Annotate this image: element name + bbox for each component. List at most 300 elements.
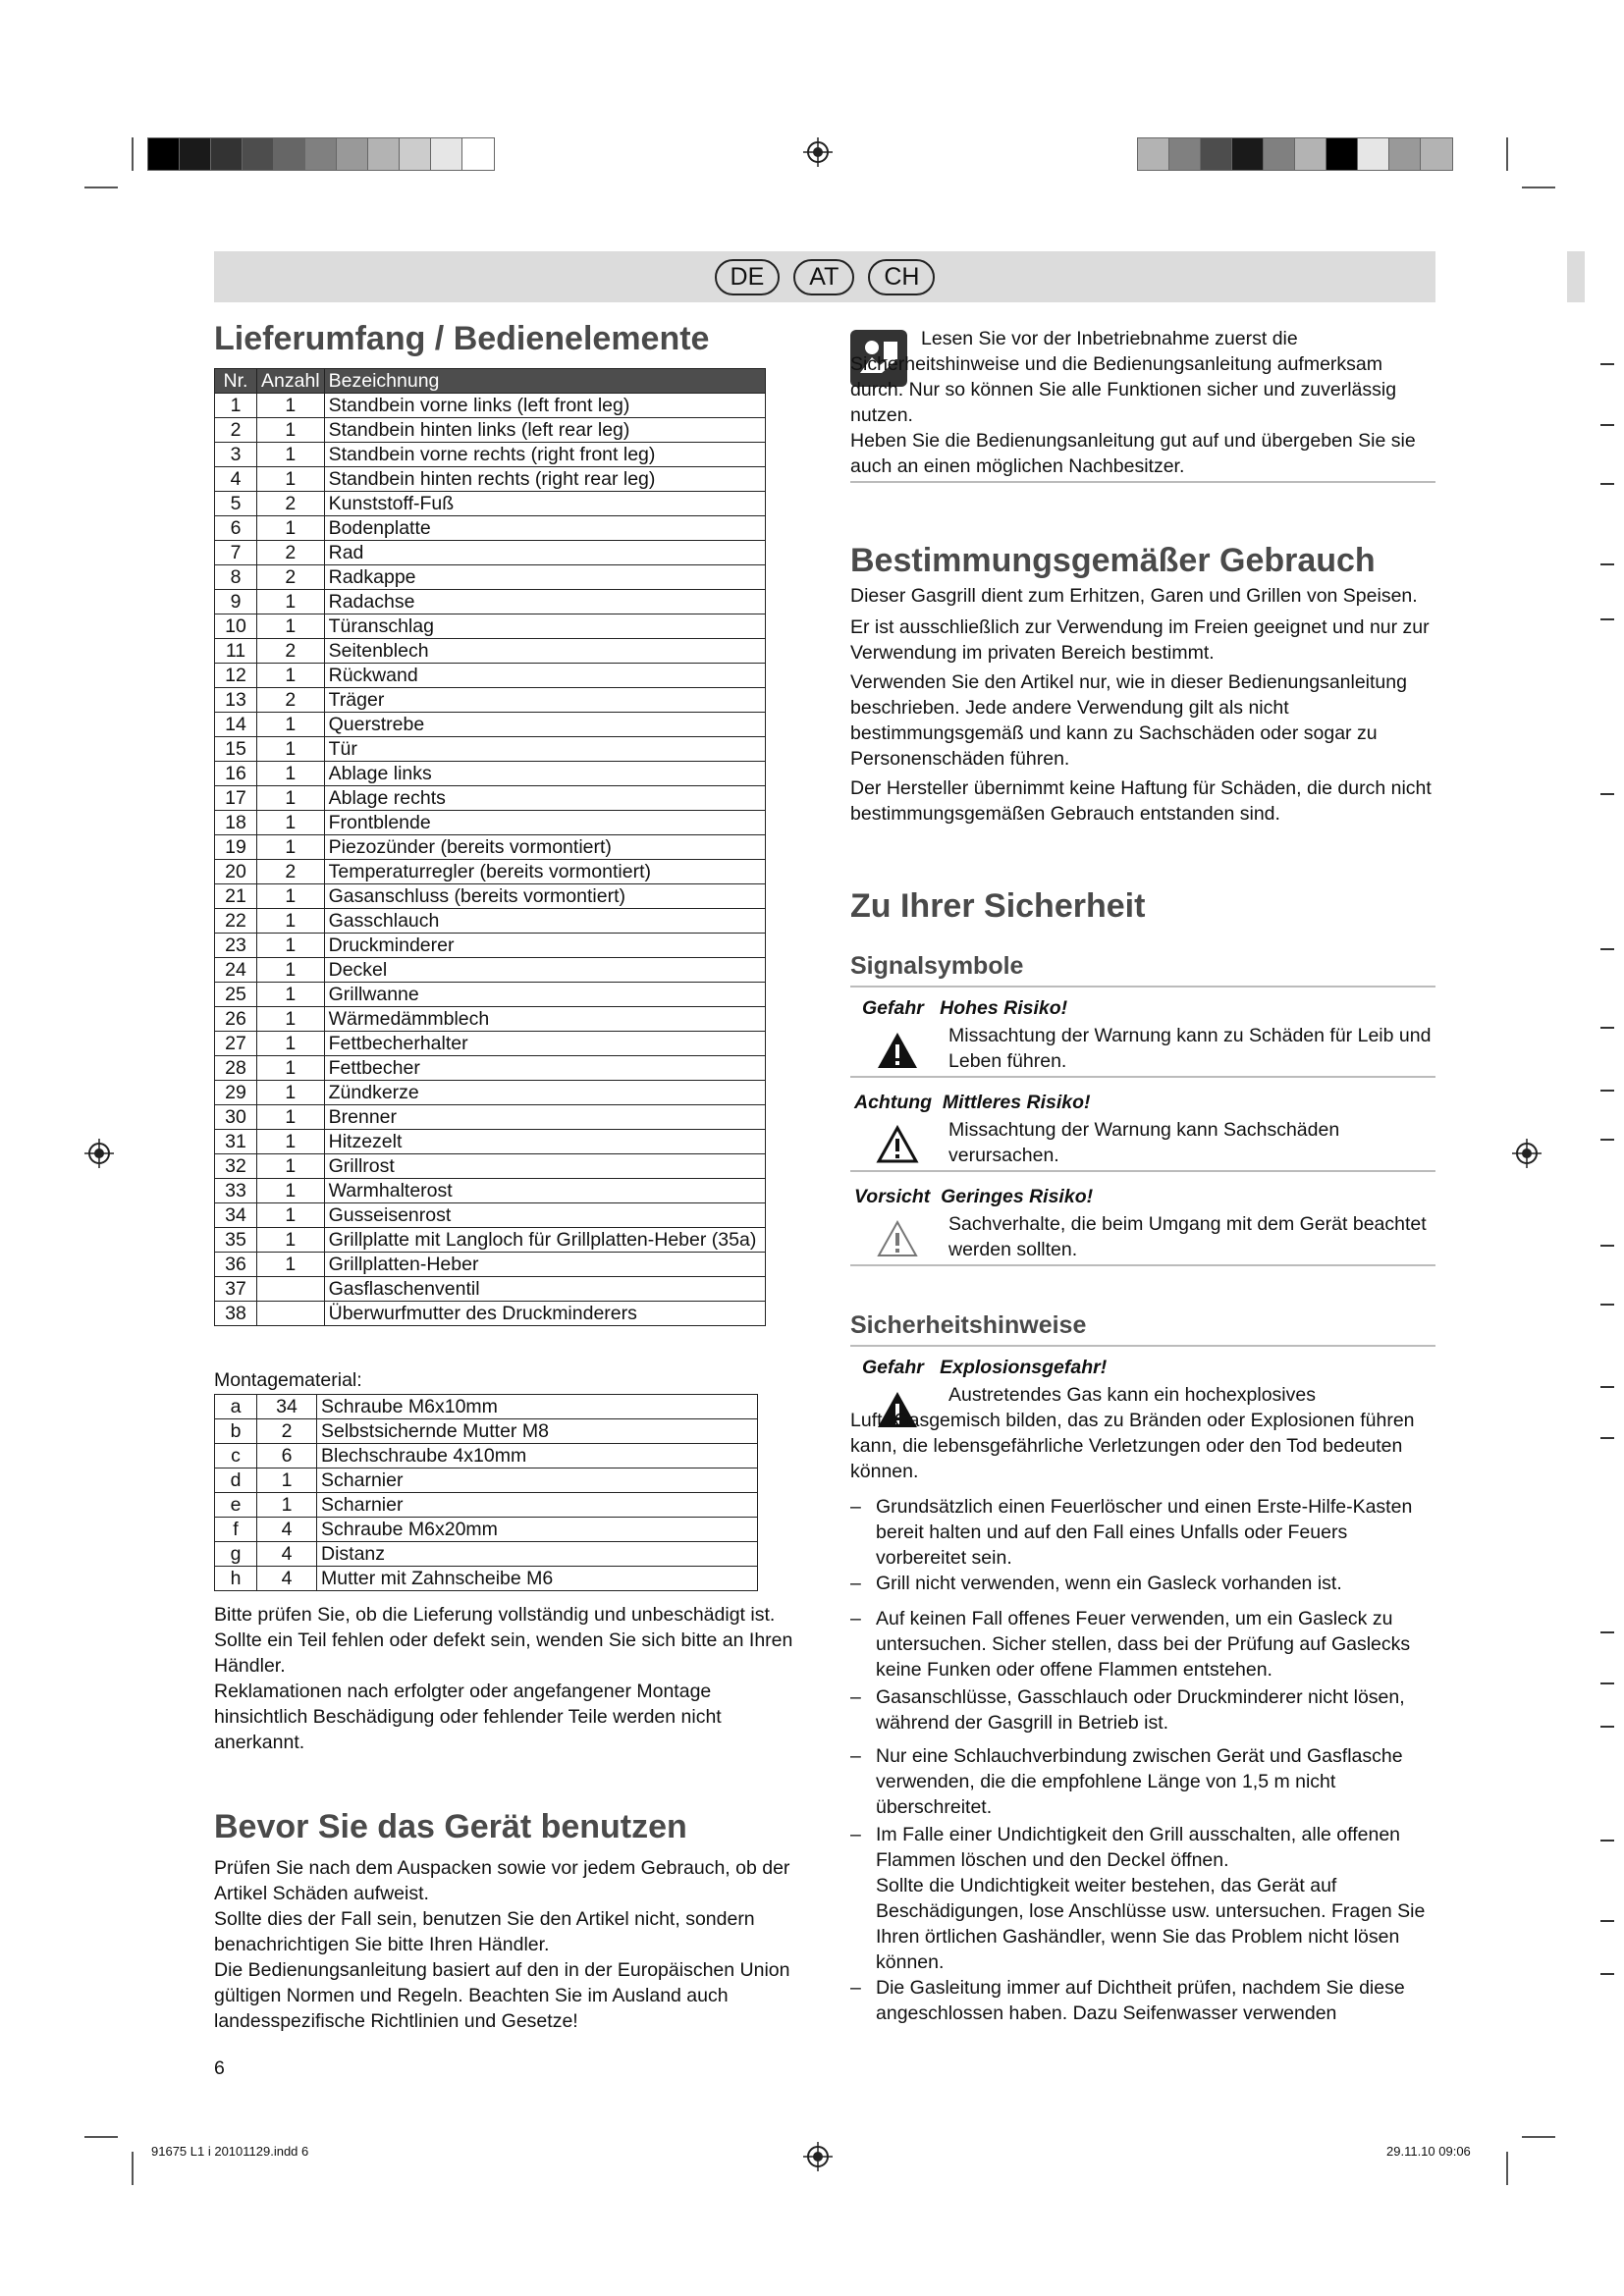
- bullet-dash: –: [850, 1745, 861, 1767]
- table-row: [215, 983, 766, 1007]
- cell-qty: 1: [257, 664, 325, 688]
- cell-nr: 36: [215, 1253, 257, 1277]
- table-row: [215, 1154, 766, 1179]
- color-swatch: [179, 137, 212, 171]
- cell-nr: h: [215, 1567, 257, 1591]
- signal-text: Missachtung der Warnung kann Sachschäden verursachen.: [948, 1119, 1340, 1166]
- cell-qty: 1: [257, 983, 325, 1007]
- cell-desc: Standbein vorne links (left front leg): [324, 394, 765, 418]
- bullet-dash: –: [850, 1686, 861, 1708]
- margin-tick: [1600, 1920, 1614, 1922]
- danger-triangle-icon: [876, 1031, 919, 1070]
- cell-qty: 1: [257, 418, 325, 443]
- cell-desc: Gasanschluss (bereits vormontiert): [324, 884, 765, 909]
- cell-desc: Temperaturregler (bereits vormontiert): [324, 860, 765, 884]
- cell-desc: Bodenplatte: [324, 516, 765, 541]
- table-row: [215, 1302, 766, 1326]
- table-row: [215, 1419, 758, 1444]
- bullet-text: Grill nicht verwenden, wenn ein Gasleck vorhanden ist.: [876, 1573, 1342, 1594]
- cell-desc: Kunststoff-Fuß: [324, 492, 765, 516]
- cell-desc: Mutter mit Zahnscheibe M6: [317, 1567, 758, 1591]
- cell-nr: 3: [215, 443, 257, 467]
- crop-mark: [132, 137, 134, 171]
- color-swatch: [1326, 137, 1359, 171]
- check-text: Bitte prüfen Sie, ob die Lieferung vollständig und unbeschädigt ist. Sollte ein Teil fehlen oder defekt sein, wenden Sie sich bitte an Ihren Händler.: [214, 1604, 793, 1677]
- cell-qty: 4: [257, 1567, 317, 1591]
- color-swatch: [1263, 137, 1296, 171]
- color-swatch: [1168, 137, 1202, 171]
- cell-desc: Tür: [324, 737, 765, 762]
- cell-qty: 1: [257, 884, 325, 909]
- table-row: [215, 1444, 758, 1468]
- list-item: [850, 1873, 1435, 1975]
- lang-badge-ch: CH: [868, 259, 935, 295]
- table-row: [215, 860, 766, 884]
- cell-desc: Piezozünder (bereits vormontiert): [324, 835, 765, 860]
- cell-qty: 2: [257, 1419, 317, 1444]
- signal-level: Gefahr: [862, 997, 924, 1019]
- cell-desc: Grillwanne: [324, 983, 765, 1007]
- table-row: [215, 1007, 766, 1032]
- cell-nr: 29: [215, 1081, 257, 1105]
- table-row: [215, 565, 766, 590]
- table-row: [215, 1395, 758, 1419]
- signal-risk: Hohes Risiko!: [940, 997, 1068, 1019]
- cell-nr: 23: [215, 934, 257, 958]
- cell-nr: 17: [215, 786, 257, 811]
- signal-text: Missachtung der Warnung kann zu Schäden für Leib und Leben führen.: [948, 1025, 1432, 1072]
- cell-qty: 1: [257, 1105, 325, 1130]
- cell-qty: 1: [257, 590, 325, 614]
- table-row: [215, 614, 766, 639]
- safety-hints-title: Sicherheitshinweise: [850, 1311, 1087, 1339]
- before-p3: Die Bedienungsanleitung basiert auf den in der Europäischen Union gültigen Normen und Regeln. Beachten Sie im Ausland auch landesspezifische Richtlinien und Gesetze!: [214, 1959, 790, 2032]
- table-row: [215, 884, 766, 909]
- cell-nr: 4: [215, 467, 257, 492]
- cell-desc: Grillrost: [324, 1154, 765, 1179]
- cell-qty: 1: [257, 1056, 325, 1081]
- signal-warning: [850, 1092, 1435, 1174]
- table-row: [215, 1179, 766, 1203]
- cell-desc: Ablage rechts: [324, 786, 765, 811]
- table-row: [215, 1277, 766, 1302]
- section-title-before-use: Bevor Sie das Gerät benutzen: [214, 1808, 687, 1845]
- margin-tick: [1600, 483, 1614, 485]
- signal-symbols-title: Signalsymbole: [850, 952, 1024, 980]
- cell-nr: 9: [215, 590, 257, 614]
- table-row: [215, 664, 766, 688]
- page-number: 6: [214, 2057, 225, 2079]
- margin-tick: [1600, 1631, 1614, 1633]
- cell-desc: Rad: [324, 541, 765, 565]
- cell-qty: 1: [257, 835, 325, 860]
- cell-desc: Rückwand: [324, 664, 765, 688]
- bullet-dash: –: [850, 1977, 861, 1999]
- section-title-delivery: Lieferumfang / Bedienelemente: [214, 320, 710, 357]
- use-p3: Verwenden Sie den Artikel nur, wie in dieser Bedienungsanleitung beschrieben. Jede andere Verwendung gilt als nicht bestimmungsgemäß und kann zu Sachschäden oder sogar zu Personenschäden führen.: [850, 671, 1407, 770]
- cell-nr: 38: [215, 1302, 257, 1326]
- cell-qty: 1: [257, 1253, 325, 1277]
- cell-qty: 4: [257, 1518, 317, 1542]
- cell-qty: 1: [257, 1130, 325, 1154]
- table-row: [215, 443, 766, 467]
- use-p2: Er ist ausschließlich zur Verwendung im Freien geeignet und nur zur Verwendung im privaten Bereich bestimmt.: [850, 616, 1430, 664]
- margin-tick: [1600, 1090, 1614, 1092]
- caution-triangle-icon: [876, 1219, 919, 1258]
- bullet-dash: –: [850, 1608, 861, 1629]
- table-row: [215, 492, 766, 516]
- cell-desc: Gasflaschenventil: [324, 1277, 765, 1302]
- language-band: [214, 251, 1435, 302]
- cell-qty: 1: [257, 1154, 325, 1179]
- cell-qty: 2: [257, 688, 325, 713]
- bullet-text: Nur eine Schlauchverbindung zwischen Gerät und Gasflasche verwenden, die die empfohlene Länge von 1,5 m nicht überschreitet.: [876, 1745, 1403, 1818]
- cell-qty: 1: [257, 443, 325, 467]
- cell-desc: Fettbecher: [324, 1056, 765, 1081]
- table-row: [215, 1032, 766, 1056]
- cell-nr: b: [215, 1419, 257, 1444]
- cell-nr: 31: [215, 1130, 257, 1154]
- divider: [850, 481, 1435, 483]
- cell-desc: Ablage links: [324, 762, 765, 786]
- section-title-intended-use: Bestimmungsgemäßer Gebrauch: [850, 542, 1376, 579]
- list-item: [850, 1822, 1435, 1873]
- cell-desc: Scharnier: [317, 1468, 758, 1493]
- color-swatch: [210, 137, 244, 171]
- cell-nr: 16: [215, 762, 257, 786]
- table-row: [215, 516, 766, 541]
- cell-nr: 18: [215, 811, 257, 835]
- cell-desc: Deckel: [324, 958, 765, 983]
- list-item: [850, 1571, 1435, 1596]
- cell-desc: Träger: [324, 688, 765, 713]
- cell-desc: Grillplatten-Heber: [324, 1253, 765, 1277]
- cell-nr: 8: [215, 565, 257, 590]
- crop-mark: [1522, 2136, 1555, 2138]
- table-row: [215, 737, 766, 762]
- signal-caution: [850, 1186, 1435, 1268]
- mount-table: [214, 1394, 758, 1591]
- cell-qty: 1: [257, 811, 325, 835]
- cell-qty: 34: [257, 1395, 317, 1419]
- crop-mark: [1506, 137, 1508, 171]
- cell-nr: 1: [215, 394, 257, 418]
- cell-qty: [257, 1302, 325, 1326]
- table-row: [215, 1493, 758, 1518]
- lang-badge-at: AT: [793, 259, 854, 295]
- list-item: [850, 1684, 1435, 1735]
- edge-tab: [1567, 251, 1585, 302]
- explosion-warning: [850, 1357, 1435, 1484]
- before-p1: Prüfen Sie nach dem Auspacken sowie vor jedem Gebrauch, ob der Artikel Schäden aufweist.: [214, 1857, 790, 1904]
- cell-nr: 34: [215, 1203, 257, 1228]
- color-swatch: [147, 137, 181, 171]
- cell-desc: Druckminderer: [324, 934, 765, 958]
- cell-nr: a: [215, 1395, 257, 1419]
- crop-mark: [1506, 2152, 1508, 2185]
- intro-p2: Heben Sie die Bedienungsanleitung gut auf und übergeben Sie sie auch an einen möglichen Nachbesitzer.: [850, 430, 1416, 477]
- cell-nr: 25: [215, 983, 257, 1007]
- cell-desc: Warmhalterost: [324, 1179, 765, 1203]
- cell-nr: 21: [215, 884, 257, 909]
- cell-desc: Standbein hinten links (left rear leg): [324, 418, 765, 443]
- cell-nr: 26: [215, 1007, 257, 1032]
- cell-nr: 10: [215, 614, 257, 639]
- table-row: [215, 1130, 766, 1154]
- cell-qty: 1: [257, 1228, 325, 1253]
- margin-tick: [1600, 793, 1614, 795]
- cell-qty: 1: [257, 713, 325, 737]
- color-swatch: [1231, 137, 1265, 171]
- margin-tick: [1600, 1682, 1614, 1684]
- cell-desc: Grillplatte mit Langloch für Grillplatten-Heber (35a): [324, 1228, 765, 1253]
- table-row: [215, 786, 766, 811]
- cell-qty: 1: [257, 786, 325, 811]
- cell-qty: 2: [257, 565, 325, 590]
- claims-text: Reklamationen nach erfolgter oder angefangener Montage hinsichtlich Beschädigung oder fehlender Teile werden nicht anerkannt.: [214, 1681, 722, 1753]
- footer-file: 91675 L1 i 20101129.indd 6: [151, 2144, 309, 2159]
- cell-qty: 1: [257, 614, 325, 639]
- signal-level: Vorsicht: [854, 1186, 931, 1207]
- cell-desc: Zündkerze: [324, 1081, 765, 1105]
- margin-tick: [1600, 563, 1614, 565]
- registration-target-icon: [803, 2142, 833, 2171]
- cell-qty: 2: [257, 860, 325, 884]
- divider: [850, 986, 1435, 988]
- cell-qty: 1: [257, 737, 325, 762]
- margin-tick: [1600, 618, 1614, 620]
- color-swatch: [1294, 137, 1327, 171]
- margin-tick: [1600, 424, 1614, 426]
- cell-nr: 30: [215, 1105, 257, 1130]
- table-row: [215, 1468, 758, 1493]
- cell-desc: Gasschlauch: [324, 909, 765, 934]
- table-row: [215, 418, 766, 443]
- cell-nr: 12: [215, 664, 257, 688]
- bullet-text: Sollte die Undichtigkeit weiter bestehen, das Gerät auf Beschädigungen, lose Anschlüsse usw. untersuchen. Fragen Sie Ihren örtlichen Gashändler, wenn Sie das Problem nicht lösen können.: [876, 1875, 1426, 1973]
- cell-nr: 13: [215, 688, 257, 713]
- cell-qty: 4: [257, 1542, 317, 1567]
- margin-tick: [1600, 1386, 1614, 1388]
- cell-qty: 1: [257, 1032, 325, 1056]
- cell-desc: Frontblende: [324, 811, 765, 835]
- crop-mark: [132, 2152, 134, 2185]
- cell-desc: Schraube M6x10mm: [317, 1395, 758, 1419]
- cell-desc: Blechschraube 4x10mm: [317, 1444, 758, 1468]
- table-row: [215, 1253, 766, 1277]
- bullet-dash: –: [850, 1824, 861, 1845]
- divider: [850, 1170, 1435, 1172]
- cell-nr: 6: [215, 516, 257, 541]
- footer-date: 29.11.10 09:06: [1386, 2144, 1471, 2159]
- cell-nr: 33: [215, 1179, 257, 1203]
- cell-desc: Fettbecherhalter: [324, 1032, 765, 1056]
- registration-target-icon: [1512, 1139, 1542, 1168]
- cell-qty: 1: [257, 1081, 325, 1105]
- color-swatch: [1137, 137, 1170, 171]
- registration-target-icon: [84, 1139, 114, 1168]
- margin-tick: [1600, 1027, 1614, 1029]
- table-row: [215, 958, 766, 983]
- bullet-dash: –: [850, 1496, 861, 1518]
- divider: [850, 1264, 1435, 1266]
- cell-qty: 1: [257, 467, 325, 492]
- cell-qty: 1: [257, 934, 325, 958]
- table-row: [215, 762, 766, 786]
- before-p2: Sollte dies der Fall sein, benutzen Sie den Artikel nicht, sondern benachrichtigen Sie bitte Ihren Händler.: [214, 1908, 755, 1955]
- divider: [850, 1345, 1435, 1347]
- table-row: [215, 1518, 758, 1542]
- cell-desc: Radkappe: [324, 565, 765, 590]
- cell-nr: 19: [215, 835, 257, 860]
- cell-nr: 14: [215, 713, 257, 737]
- cell-qty: 1: [257, 762, 325, 786]
- cell-desc: Überwurfmutter des Druckminderers: [324, 1302, 765, 1326]
- table-row: [215, 1105, 766, 1130]
- cell-desc: Gusseisenrost: [324, 1203, 765, 1228]
- table-row: [215, 1228, 766, 1253]
- cell-nr: g: [215, 1542, 257, 1567]
- margin-tick: [1600, 363, 1614, 365]
- color-swatch: [336, 137, 369, 171]
- bullet-text: Grundsätzlich einen Feuerlöscher und einen Erste-Hilfe-Kasten bereit halten und auf den Fall eines Unfalls oder Feuers vorbereitet sein.: [876, 1496, 1413, 1569]
- color-swatch: [399, 137, 432, 171]
- cell-qty: 6: [257, 1444, 317, 1468]
- cell-desc: Seitenblech: [324, 639, 765, 664]
- cell-desc: Türanschlag: [324, 614, 765, 639]
- cell-desc: Scharnier: [317, 1493, 758, 1518]
- cell-nr: 15: [215, 737, 257, 762]
- table-row: [215, 713, 766, 737]
- cell-nr: 37: [215, 1277, 257, 1302]
- bullet-text: Auf keinen Fall offenes Feuer verwenden, um ein Gasleck zu untersuchen. Sicher stellen, dass bei der Prüfung auf Gaslecks keine Funken oder offene Flammen entstehen.: [876, 1608, 1411, 1681]
- cell-nr: 22: [215, 909, 257, 934]
- cell-desc: Selbstsichernde Mutter M8: [317, 1419, 758, 1444]
- margin-tick: [1600, 1245, 1614, 1247]
- cell-qty: 2: [257, 639, 325, 664]
- margin-tick: [1600, 1437, 1614, 1439]
- cell-desc: Standbein vorne rechts (right front leg): [324, 443, 765, 467]
- cell-desc: Brenner: [324, 1105, 765, 1130]
- table-row: [215, 909, 766, 934]
- margin-tick: [1600, 1139, 1614, 1141]
- margin-tick: [1600, 1973, 1614, 1975]
- cell-nr: 20: [215, 860, 257, 884]
- cell-desc: Radachse: [324, 590, 765, 614]
- crop-mark: [1522, 187, 1555, 188]
- table-row: [215, 639, 766, 664]
- cell-desc: Schraube M6x20mm: [317, 1518, 758, 1542]
- cell-nr: 7: [215, 541, 257, 565]
- color-swatch: [1200, 137, 1233, 171]
- signal-danger: [850, 997, 1435, 1080]
- signal-risk: Explosionsgefahr!: [940, 1357, 1108, 1378]
- signal-risk: Geringes Risiko!: [941, 1186, 1094, 1207]
- list-item: [850, 1494, 1435, 1571]
- signal-level: Achtung: [854, 1092, 933, 1113]
- divider: [850, 1076, 1435, 1078]
- lang-badge-de: DE: [715, 259, 781, 295]
- cell-nr: c: [215, 1444, 257, 1468]
- color-swatch: [242, 137, 275, 171]
- margin-tick: [1600, 1726, 1614, 1728]
- cell-desc: Wärmedämmblech: [324, 1007, 765, 1032]
- cell-qty: 1: [257, 958, 325, 983]
- table-row: [215, 1567, 758, 1591]
- list-item: [850, 1975, 1435, 2026]
- cell-qty: [257, 1277, 325, 1302]
- margin-tick: [1600, 1304, 1614, 1306]
- crop-mark: [84, 187, 118, 188]
- registration-target-icon: [803, 137, 833, 167]
- table-row: [215, 590, 766, 614]
- cell-qty: 1: [257, 516, 325, 541]
- cell-nr: 32: [215, 1154, 257, 1179]
- parts-table: [214, 368, 766, 1326]
- cell-qty: 1: [257, 909, 325, 934]
- col-qty: Anzahl: [257, 369, 325, 394]
- cell-nr: 35: [215, 1228, 257, 1253]
- cell-nr: e: [215, 1493, 257, 1518]
- signal-level: Gefahr: [862, 1357, 924, 1378]
- col-desc: Bezeichnung: [324, 369, 765, 394]
- cell-qty: 1: [257, 1007, 325, 1032]
- table-row: [215, 934, 766, 958]
- bullet-text: Im Falle einer Undichtigkeit den Grill ausschalten, alle offenen Flammen löschen und den Deckel öffnen.: [876, 1824, 1401, 1871]
- cell-qty: 1: [257, 1203, 325, 1228]
- cell-qty: 1: [257, 1468, 317, 1493]
- list-item: [850, 1606, 1435, 1682]
- color-swatch: [430, 137, 463, 171]
- intro-p1: Lesen Sie vor der Inbetriebnahme zuerst die Sicherheitshinweise und die Bedienungsanleitung aufmerksam durch. Nur so können Sie alle Funktionen sicher und zuverlässig nutzen.: [850, 328, 1397, 426]
- list-item: [850, 1743, 1435, 1820]
- warning-triangle-icon: [876, 1125, 919, 1164]
- use-p4: Der Hersteller übernimmt keine Haftung für Schäden, die durch nicht bestimmungsgemäßen Gebrauch entstanden sind.: [850, 777, 1432, 825]
- bullet-dash: –: [850, 1573, 861, 1594]
- crop-mark: [84, 2136, 118, 2138]
- table-row: [215, 467, 766, 492]
- cell-qty: 2: [257, 541, 325, 565]
- table-row: [215, 1056, 766, 1081]
- table-row: [215, 811, 766, 835]
- color-swatch: [1388, 137, 1422, 171]
- cell-nr: 28: [215, 1056, 257, 1081]
- color-swatch: [304, 137, 338, 171]
- cell-qty: 1: [257, 1179, 325, 1203]
- cell-nr: 2: [215, 418, 257, 443]
- cell-nr: f: [215, 1518, 257, 1542]
- cell-qty: 2: [257, 492, 325, 516]
- signal-text: Sachverhalte, die beim Umgang mit dem Gerät beachtet werden sollten.: [948, 1213, 1427, 1260]
- cell-desc: Standbein hinten rechts (right rear leg): [324, 467, 765, 492]
- table-row: [215, 394, 766, 418]
- table-row: [215, 1542, 758, 1567]
- col-nr: Nr.: [215, 369, 257, 394]
- cell-desc: Distanz: [317, 1542, 758, 1567]
- section-title-safety: Zu Ihrer Sicherheit: [850, 887, 1146, 925]
- cell-nr: d: [215, 1468, 257, 1493]
- cell-nr: 24: [215, 958, 257, 983]
- margin-tick: [1600, 948, 1614, 950]
- cell-qty: 1: [257, 394, 325, 418]
- mount-label: Montagematerial:: [214, 1369, 362, 1391]
- cell-nr: 27: [215, 1032, 257, 1056]
- table-row: [215, 1203, 766, 1228]
- color-swatch: [461, 137, 495, 171]
- table-header: [215, 369, 766, 394]
- table-row: [215, 1081, 766, 1105]
- color-swatch: [1420, 137, 1453, 171]
